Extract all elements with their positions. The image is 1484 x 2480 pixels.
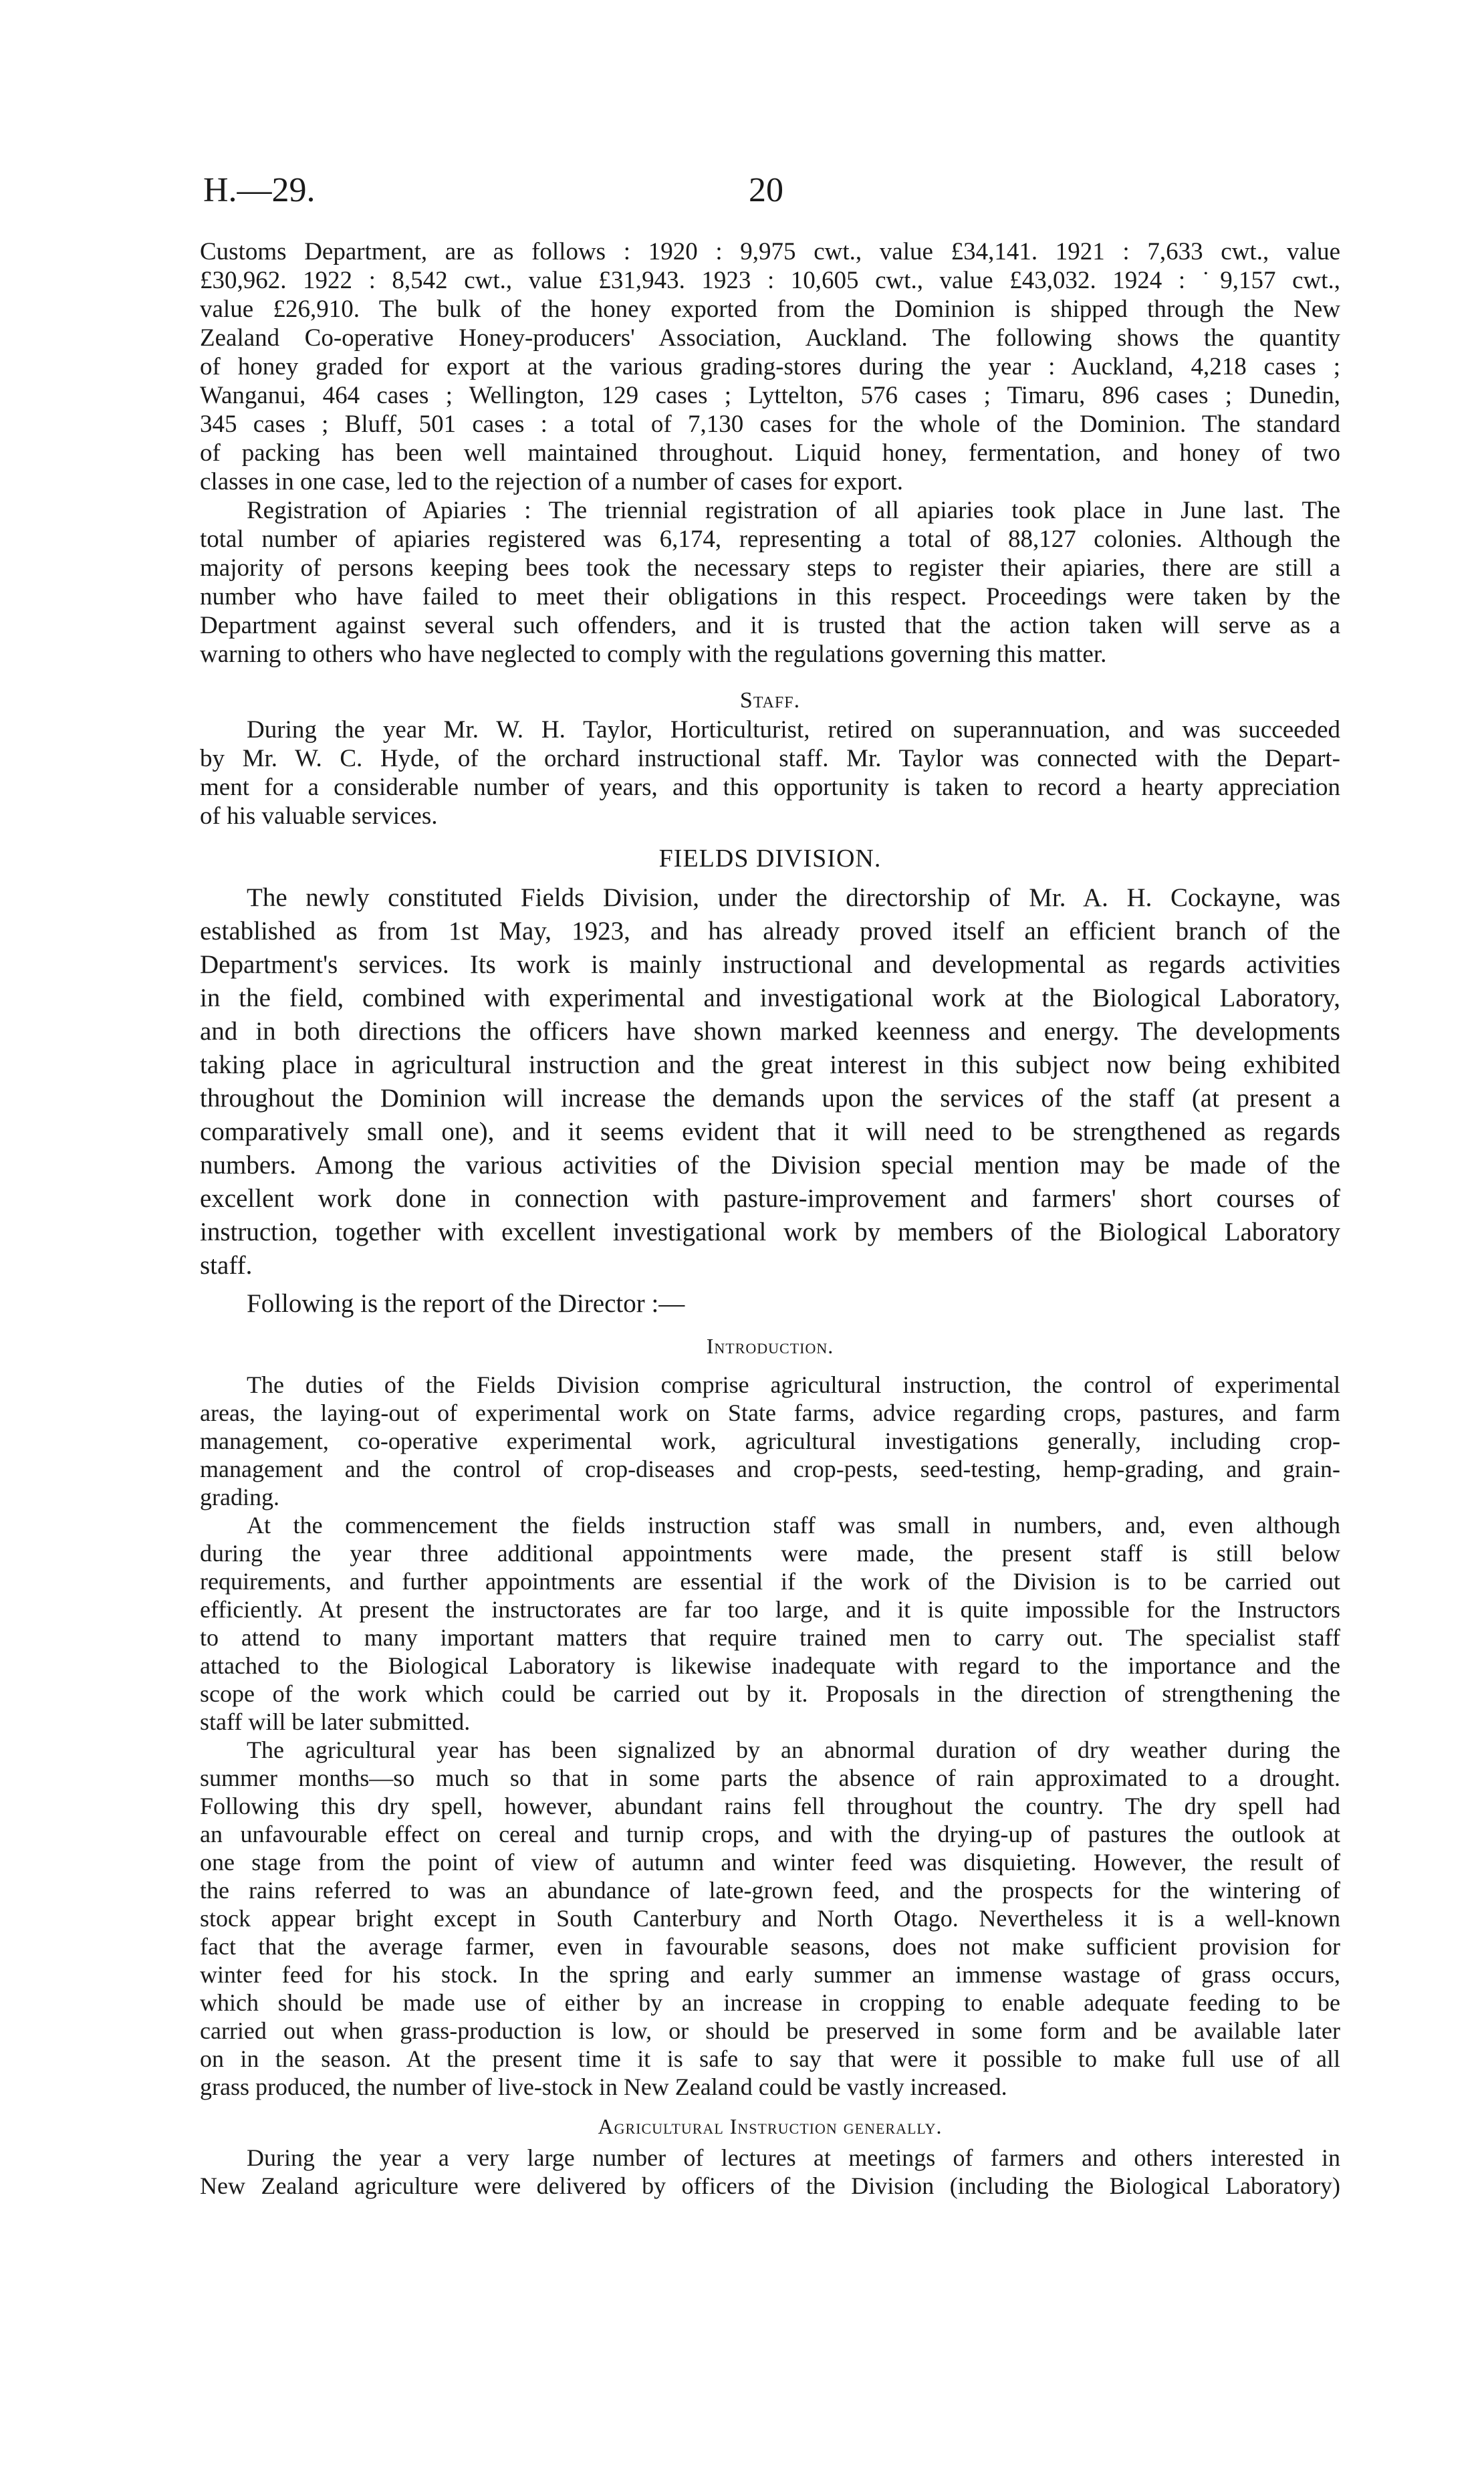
text-line: number who have failed to meet their obligations in this respect. Proceedings were taken by the bbox=[200, 583, 1340, 610]
text-line: stock appear bright except in South Canterbury and North Otago. Nevertheless it is a well-known bbox=[200, 1905, 1340, 1932]
paragraph bbox=[200, 881, 1340, 1282]
text-line: of packing has been well maintained throughout. Liquid honey, fermentation, and honey of two bbox=[200, 439, 1340, 467]
text-line: during the year three additional appointments were made, the present staff is still below bbox=[200, 1540, 1340, 1567]
text-line: The agricultural year has been signalized by an abnormal duration of dry weather during the bbox=[247, 1736, 1340, 1763]
paragraph bbox=[200, 1511, 1340, 1736]
text-line: total number of apiaries registered was 6,174, representing a total of 88,127 colonies. Although the bbox=[200, 526, 1340, 553]
heading-staff: Staff. bbox=[739, 688, 801, 713]
agricultural-instruction-section bbox=[200, 2144, 1340, 2200]
text-line: taking place in agricultural instruction and the great interest in this subject now being exhibited bbox=[200, 1050, 1340, 1079]
heading-fields-division: FIELDS DIVISION. bbox=[658, 844, 882, 873]
text-line: efficiently. At present the instructorates are far too large, and it is quite impossible for the Instructors bbox=[200, 1596, 1340, 1623]
text-line: Wanganui, 464 cases ; Wellington, 129 cases ; Lyttelton, 576 cases ; Timaru, 896 cases ; Dunedin, bbox=[200, 382, 1340, 409]
text-line: requirements, and further appointments are essential if the work of the Division is to be carried out bbox=[200, 1568, 1340, 1595]
text-line: carried out when grass-production is low, or should be preserved in some form and be available later bbox=[200, 2017, 1340, 2044]
text-line: 345 cases ; Bluff, 501 cases : a total of 7,130 cases for the whole of the Dominion. The standard bbox=[200, 411, 1340, 438]
text-line: on in the season. At the present time it is safe to say that were it possible to make full use of all bbox=[200, 2045, 1340, 2072]
paragraph bbox=[200, 715, 1340, 830]
text-line: grass produced, the number of live-stock in New Zealand could be vastly increased. bbox=[200, 2073, 1007, 2100]
text-line: an unfavourable effect on cereal and turnip crops, and with the drying-up of pastures the outlook at bbox=[200, 1821, 1340, 1847]
text-line: Customs Department, are as follows : 1920 : 9,975 cwt., value £34,141. 1921 : 7,633 cwt., value bbox=[200, 238, 1340, 265]
text-line: The duties of the Fields Division comprise agricultural instruction, the control of experimental bbox=[247, 1371, 1340, 1398]
text-line: Department's services. Its work is mainly instructional and developmental as regards activities bbox=[200, 950, 1340, 979]
paragraph bbox=[200, 237, 1340, 496]
text-line: comparatively small one), and it seems evident that it will need to be strengthened as regards bbox=[200, 1117, 1340, 1146]
heading-introduction: Introduction. bbox=[706, 1334, 834, 1358]
text-line: New Zealand agriculture were delivered by officers of the Division (including the Biological Laboratory) bbox=[200, 2172, 1340, 2199]
text-line: majority of persons keeping bees took the necessary steps to register their apiaries, there are still a bbox=[200, 554, 1340, 582]
text-line: The newly constituted Fields Division, under the directorship of Mr. A. H. Cockayne, was bbox=[247, 883, 1340, 912]
text-line: winter feed for his stock. In the spring and early summer an immense wastage of grass occurs, bbox=[200, 1961, 1340, 1988]
honey-export-section bbox=[200, 237, 1340, 669]
text-line: staff. bbox=[200, 1251, 253, 1280]
text-line: one stage from the point of view of autumn and winter feed was disquieting. However, the result of bbox=[200, 1849, 1340, 1876]
paragraph bbox=[200, 1287, 1340, 1321]
paragraph bbox=[200, 2144, 1340, 2200]
introduction-section bbox=[200, 1371, 1340, 2101]
text-line: During the year Mr. W. H. Taylor, Horticulturist, retired on superannuation, and was succeeded bbox=[247, 716, 1340, 744]
text-line: Department against several such offenders, and it is trusted that the action taken will serve as a bbox=[200, 612, 1340, 639]
text-line: instruction, together with excellent investigational work by members of the Biological Laboratory bbox=[200, 1218, 1340, 1246]
text-line: to attend to many important matters that require trained men to carry out. The specialist staff bbox=[200, 1624, 1340, 1651]
text-line: fact that the average farmer, even in favourable seasons, does not make sufficient provision for bbox=[200, 1933, 1340, 1960]
text-line: management, co-operative experimental work, agricultural investigations generally, including crop- bbox=[200, 1428, 1340, 1454]
fields-division-section bbox=[200, 881, 1340, 1282]
page-number: 20 bbox=[749, 171, 783, 209]
document-id: H.—29. bbox=[203, 171, 316, 209]
text-line: throughout the Dominion will increase the demands upon the services of the staff (at present a bbox=[200, 1084, 1340, 1113]
staff-section bbox=[200, 715, 1340, 830]
text-line: warning to others who have neglected to comply with the regulations governing this matter. bbox=[200, 641, 1107, 668]
paragraph bbox=[200, 1371, 1340, 1511]
text-line: summer months—so much so that in some parts the absence of rain approximated to a drought. bbox=[200, 1765, 1340, 1791]
text-line: of honey graded for export at the various grading-stores during the year : Auckland, 4,218 cases ; bbox=[200, 353, 1340, 380]
text-line: and in both directions the officers have shown marked keenness and energy. The developments bbox=[200, 1017, 1340, 1046]
text-line: scope of the work which could be carried out by it. Proposals in the direction of strengthening the bbox=[200, 1680, 1340, 1707]
text-line: in the field, combined with experimental and investigational work at the Biological Laboratory, bbox=[200, 984, 1340, 1012]
text-line: Zealand Co-operative Honey-producers' Association, Auckland. The following shows the quantity bbox=[200, 324, 1340, 352]
heading-agricultural-instruction: Agricultural Instruction generally. bbox=[598, 2114, 943, 2138]
text-line: the rains referred to was an abundance of late-grown feed, and the prospects for the wintering of bbox=[200, 1877, 1340, 1904]
text-line: management and the control of crop-diseases and crop-pests, seed-testing, hemp-grading, and grain- bbox=[200, 1456, 1340, 1482]
text-line: Following is the report of the Director :— bbox=[247, 1289, 685, 1318]
text-line: attached to the Biological Laboratory is likewise inadequate with regard to the importance and the bbox=[200, 1652, 1340, 1679]
text-line: established as from 1st May, 1923, and has already proved itself an efficient branch of the bbox=[200, 917, 1340, 945]
text-line: grading. bbox=[200, 1484, 279, 1510]
text-line: value £26,910. The bulk of the honey exported from the Dominion is shipped through the New bbox=[200, 296, 1340, 323]
paragraph bbox=[200, 496, 1340, 669]
text-line: Registration of Apiaries : The triennial registration of all apiaries took place in June last. The bbox=[247, 497, 1340, 524]
text-line: classes in one case, led to the rejection of a number of cases for export. bbox=[200, 468, 904, 495]
text-line: areas, the laying-out of experimental work on State farms, advice regarding crops, pastures, and farm bbox=[200, 1399, 1340, 1426]
text-line: During the year a very large number of lectures at meetings of farmers and others interested in bbox=[247, 2144, 1340, 2171]
text-line: staff will be later submitted. bbox=[200, 1708, 471, 1735]
text-line: numbers. Among the various activities of the Division special mention may be made of the bbox=[200, 1151, 1340, 1179]
text-line: of his valuable services. bbox=[200, 802, 438, 830]
text-line: £30,962. 1922 : 8,542 cwt., value £31,943. 1923 : 10,605 cwt., value £43,032. 1924 : ˙9,157 cwt., bbox=[200, 267, 1340, 294]
text-line: ment for a considerable number of years, and this opportunity is taken to record a hearty appreciation bbox=[200, 774, 1340, 801]
text-line: which should be made use of either by an increase in cropping to enable adequate feeding to be bbox=[200, 1989, 1340, 2016]
paragraph bbox=[200, 1736, 1340, 2101]
text-line: Following this dry spell, however, abundant rains fell throughout the country. The dry spell had bbox=[200, 1793, 1340, 1819]
text-line: by Mr. W. C. Hyde, of the orchard instructional staff. Mr. Taylor was connected with the Depart- bbox=[200, 745, 1340, 772]
director-report-intro bbox=[200, 1287, 1340, 1321]
text-line: At the commencement the fields instruction staff was small in numbers, and, even although bbox=[247, 1512, 1340, 1539]
text-line: excellent work done in connection with pasture-improvement and farmers' short courses of bbox=[200, 1184, 1340, 1213]
